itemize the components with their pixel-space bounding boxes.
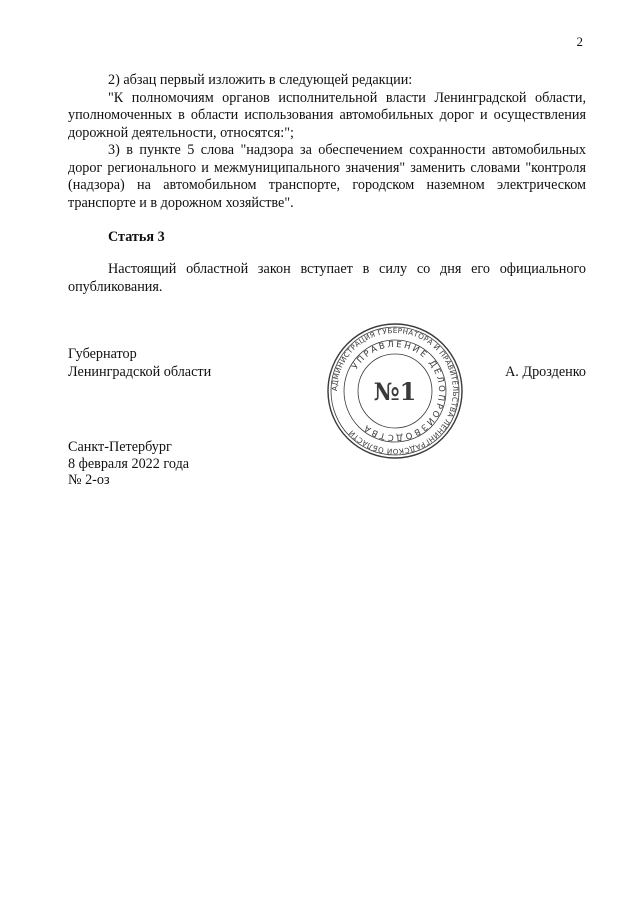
place-and-date (68, 439, 189, 489)
article-heading: Статья 3 (108, 229, 165, 245)
signatory-title (68, 346, 211, 381)
paragraph-3: 3) в пункте 5 слова "надзора за обеспечением сохранности автомобильных дорог регионального и межмуниципального значения" заменить словами "контроля (надзора) на автомобильном транспорте, городском наземном электрическом транспорте и в дорожном хозяйстве". (68, 142, 586, 211)
signatory-title-line1: Губернатор (68, 346, 137, 362)
paragraph-1: 2) абзац первый изложить в следующей редакции: (108, 72, 413, 88)
article-text: Настоящий областной закон вступает в силу со дня его официального опубликования. (68, 261, 586, 295)
amendment-text (68, 72, 586, 212)
city: Санкт-Петербург (68, 439, 172, 455)
page-number: 2 (576, 34, 583, 49)
stamp-inner-text: УПРАВЛЕНИЕ ДЕЛОПРОИЗВОДСТВА (350, 339, 447, 443)
law-number: № 2-оз (68, 472, 110, 488)
stamp-outer-text: АДМИНИСТРАЦИЯ ГУБЕРНАТОРА И ПРАВИТЕЛЬСТВА ЛЕНИНГРАДСКОЙ ОБЛАСТИ (329, 325, 461, 457)
official-seal-stamp (325, 321, 465, 461)
signatory-name: А. Дрозденко (505, 364, 586, 380)
stamp-center-number: №1 (373, 377, 417, 406)
signatory-title-line2: Ленинградской области (68, 363, 212, 380)
date: 8 февраля 2022 года (68, 455, 190, 472)
paragraph-2: "К полномочиям органов исполнительной власти Ленинградской области, уполномоченных в области использования автомобильных дорог и осуществления дорожной деятельности, относятся:"; (68, 89, 586, 141)
